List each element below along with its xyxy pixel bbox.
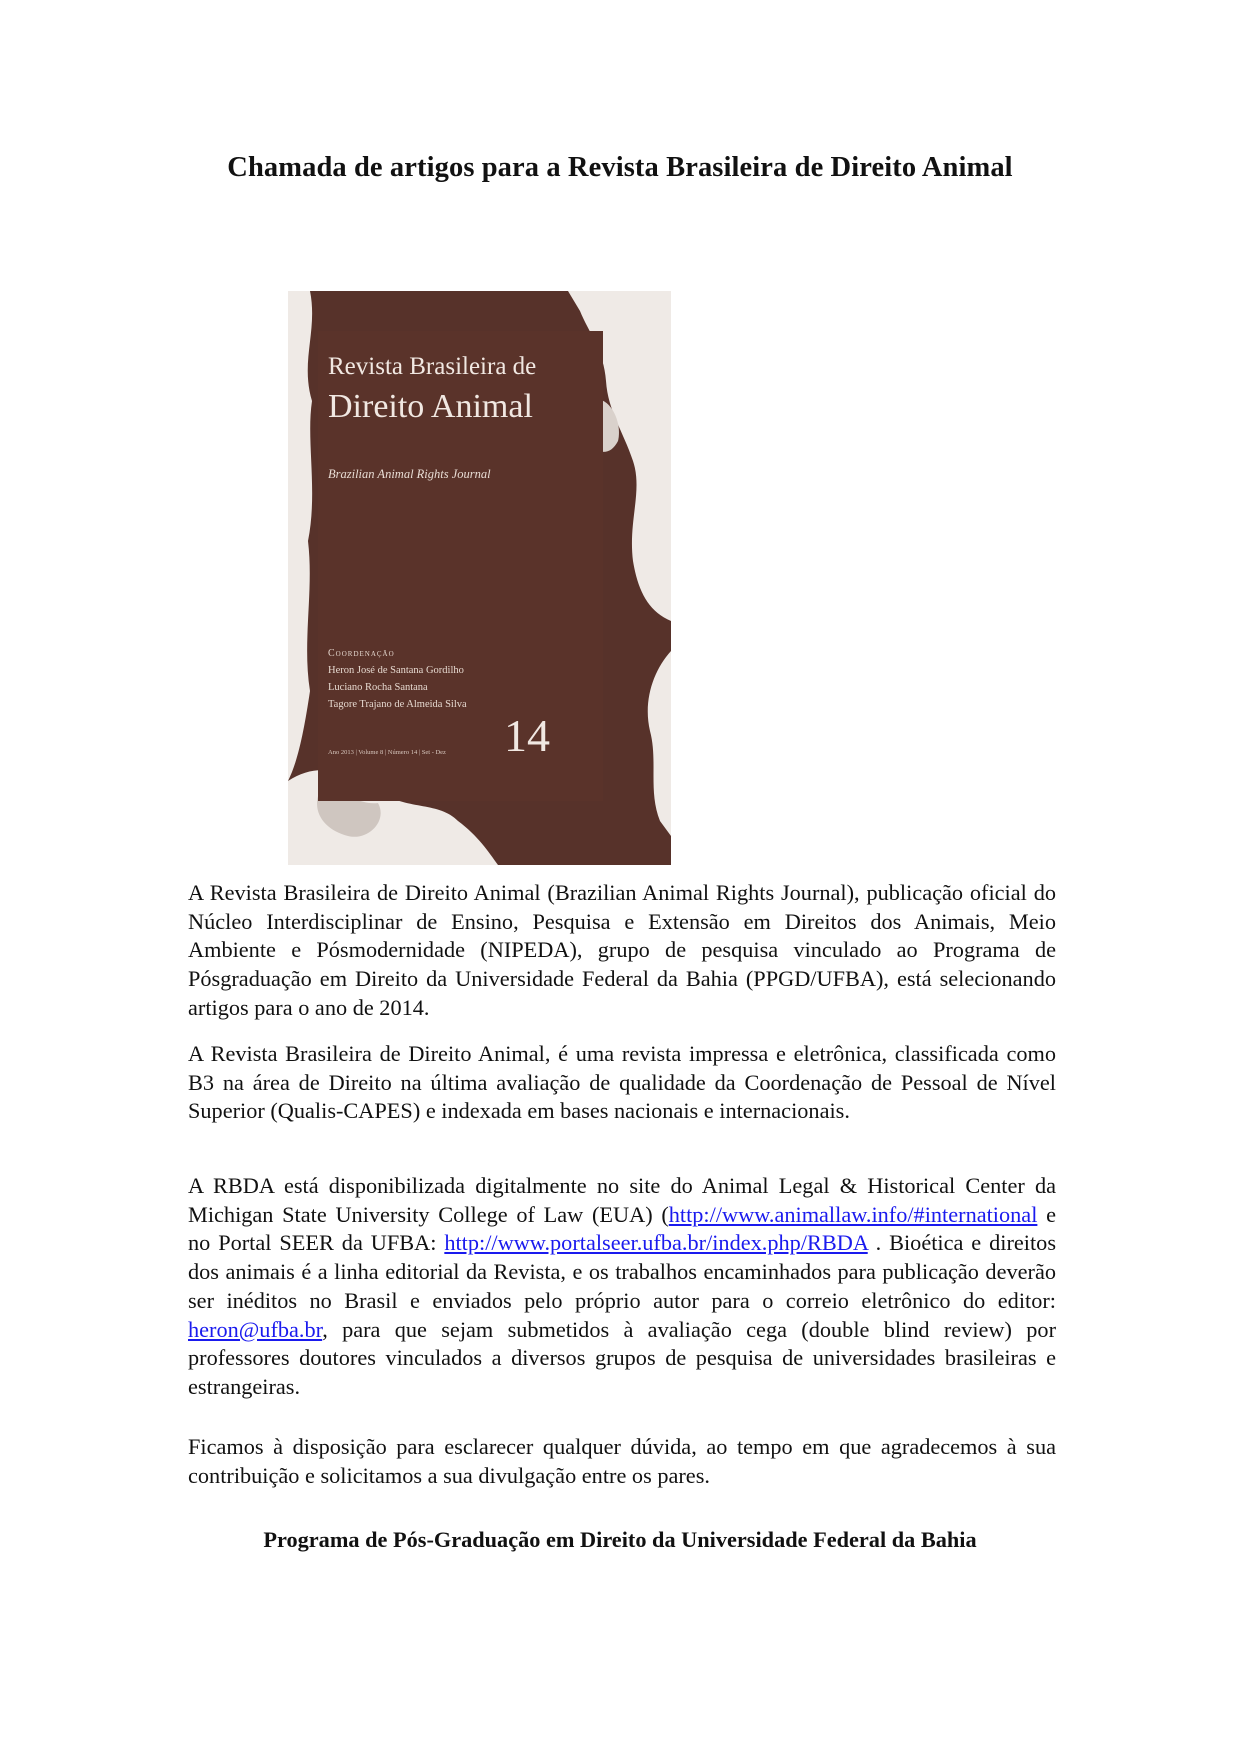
cover-name: Heron José de Santana Gordilho [328,665,464,676]
editor-email-link[interactable]: heron@ufba.br [188,1316,323,1342]
paragraph-classification: A Revista Brasileira de Direito Animal, é uma revista impressa e eletrônica, classificada como B3 na área de Direito na última avaliação de qualidade da Coordenação de Pessoal de Nível Superior (Qualis-CAPES) e indexada em bases nacionais e internacionais. [188,1041,1056,1124]
paragraph-intro: A Revista Brasileira de Direito Animal (Brazilian Animal Rights Journal), publicação oficial do Núcleo Interdisciplinar de Ensino, Pesquisa e Extensão em Direitos dos Animais, Meio Ambiente e Pósmodernidade (NIPEDA), grupo de pesquisa vinculado ao Programa de Pósgraduação em Direito da Universidade Federal da Bahia (PPGD/UFBA), está selecionando artigos para o ano de 2014. [188,880,1056,1020]
cover-name: Tagore Trajano de Almeida Silva [328,699,467,710]
paragraph-text: , para que sejam submetidos à avaliação cega (double blind review) por professores doutores vinculados a diversos grupos de pesquisa de universidades brasileiras e estrangeiras. [188,1316,1056,1399]
document-title: Chamada de artigos para a Revista Brasileira de Direito Animal [227,152,1013,183]
paragraph-text: A RBDA está disponibilizada digitalmente no site do Animal Legal & Historical Center da Michigan State University College of Law (EUA) ( [188,1173,1056,1227]
paragraph-text: e no Portal SEER da UFBA: [188,1201,1056,1256]
cover-name: Luciano Rocha Santana [328,682,428,693]
paragraph-closing: Ficamos à disposição para esclarecer qualquer dúvida, ao tempo em que agradecemos à sua contribuição e solicitamos a sua divulgação entre os pares. [188,1434,1056,1488]
cover-coordination-label: Coordenação [328,648,395,659]
journal-cover-image [288,291,671,865]
paragraph-text: . Bioética e direitos dos animais é a linha editorial da Revista, e os trabalhos encaminhados para publicação deverão ser inéditos no Brasil e enviados pelo próprio autor para o correio eletrônico do editor: [188,1230,1056,1313]
portalseer-link[interactable]: http://www.portalseer.ufba.br/index.php/RBDA [444,1230,868,1256]
cover-issue-number: 14 [504,710,550,761]
paragraph-availability [188,1172,1056,1402]
cover-title-line2: Direito Animal [328,388,533,425]
cover-title-line1: Revista Brasileira de [328,353,537,380]
cover-subtitle: Brazilian Animal Rights Journal [328,467,491,481]
cover-year-line: Ano 2013 | Volume 8 | Número 14 | Set - Dez [328,749,446,756]
animallaw-link[interactable]: http://www.animallaw.info/#international [668,1201,1038,1227]
document-footer: Programa de Pós-Graduação em Direito da Universidade Federal da Bahia [263,1527,977,1552]
